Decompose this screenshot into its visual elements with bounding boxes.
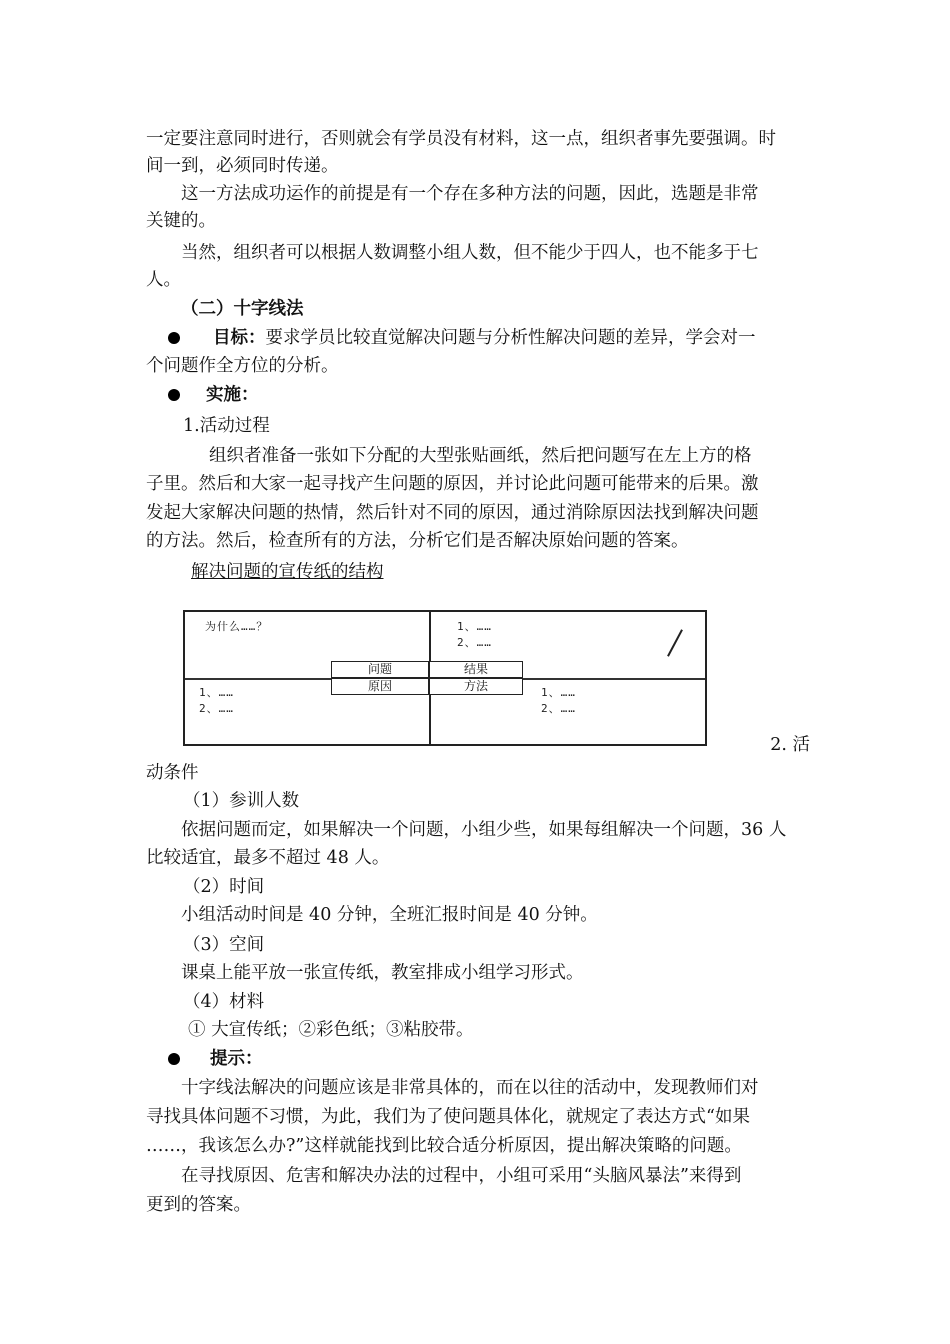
subsection-title: 1.活动过程 (183, 416, 270, 436)
diagram-top-right-item: 2、…… (457, 636, 492, 649)
condition-title: （4）材料 (183, 992, 265, 1012)
condition-title: （2）时间 (183, 877, 265, 897)
bullet-icon (168, 332, 180, 344)
cell-method: 方法 (429, 678, 523, 695)
cell-cause: 原因 (331, 678, 429, 695)
diagram-bottom-left-item: 2、…… (199, 702, 234, 715)
diagram-top-left-text: 为什么……？ (205, 620, 269, 633)
paragraph-line: 人。 (146, 270, 181, 290)
paragraph-line: 小组活动时间是 40 分钟，全班汇报时间是 40 分钟。 (181, 905, 598, 925)
paragraph-line: 一定要注意同时进行，否则就会有学员没有材料，这一点，组织者事先要强调。时 (146, 129, 776, 149)
paragraph-line: 课桌上能平放一张宣传纸，教室排成小组学习形式。 (181, 963, 584, 983)
cell-problem: 问题 (331, 661, 429, 678)
paragraph-line: 的方法。然后，检查所有的方法，分析它们是否解决原始问题的答案。 (146, 531, 689, 551)
paragraph-line: 发起大家解决问题的热情，然后针对不同的原因，通过消除原因法找到解决问题 (146, 503, 759, 523)
paragraph-line: 比较适宜，最多不超过 48 人。 (146, 848, 390, 868)
section-title: （二）十字线法 (181, 299, 304, 319)
bullet-icon (168, 389, 180, 401)
paragraph-line: 寻找具体问题不习惯，为此，我们为了使问题具体化，就规定了表达方式“如果 (146, 1107, 750, 1127)
diagram-top-right-item: 1、…… (457, 620, 492, 633)
bullet-icon (168, 1053, 180, 1065)
paragraph-line: ① 大宣传纸；②彩色纸；③粘胶带。 (188, 1020, 474, 1040)
paragraph-line: 在寻找原因、危害和解决办法的过程中，小组可采用“头脑风暴法”来得到 (181, 1166, 742, 1186)
paragraph-line: 个问题作全方位的分析。 (146, 356, 339, 376)
subsection-title: 2. 活 (770, 735, 810, 755)
paragraph-line: 更到的答案。 (146, 1195, 251, 1215)
cell-result: 结果 (429, 661, 523, 678)
paragraph-line: 子里。然后和大家一起寻找产生问题的原因，并讨论此问题可能带来的后果。激 (146, 474, 759, 494)
paragraph-line: 当然，组织者可以根据人数调整小组人数，但不能少于四人，也不能多于七 (181, 243, 759, 263)
diagram-caption: 解决问题的宣传纸的结构 (191, 562, 384, 582)
goal-label: 目标： (213, 328, 266, 348)
goal-line (213, 325, 810, 351)
paragraph-line: 间一到，必须同时传递。 (146, 156, 339, 176)
paragraph-line: 十字线法解决的问题应该是非常具体的，而在以往的活动中，发现教师们对 (181, 1078, 759, 1098)
condition-title: （1）参训人数 (183, 791, 300, 811)
cross-line-diagram (183, 610, 707, 746)
diagram-bottom-right-item: 2、…… (541, 702, 576, 715)
paragraph-line: 组织者准备一张如下分配的大型张贴画纸，然后把问题写在左上方的格 (209, 446, 752, 466)
goal-text: 要求学员比较直觉解决问题与分析性解决问题的差异，学会对一 (265, 328, 756, 348)
paragraph-line: ……，我该怎么办?”这样就能找到比较合适分析原因，提出解决策略的问题。 (146, 1136, 742, 1156)
diagram-bottom-left-item: 1、…… (199, 686, 234, 699)
paragraph-line: 这一方法成功运作的前提是有一个存在多种方法的问题，因此，选题是非常 (181, 184, 759, 204)
condition-title: （3）空间 (183, 935, 265, 955)
paragraph-line: 依据问题而定，如果解决一个问题，小组少些，如果每组解决一个问题，36 人 (181, 820, 787, 840)
subsection-title: 动条件 (146, 763, 199, 783)
paragraph-line: 关键的。 (146, 211, 216, 231)
diagram-bottom-right-item: 1、…… (541, 686, 576, 699)
tip-label: 提示： (210, 1049, 263, 1069)
impl-label: 实施： (206, 385, 259, 405)
